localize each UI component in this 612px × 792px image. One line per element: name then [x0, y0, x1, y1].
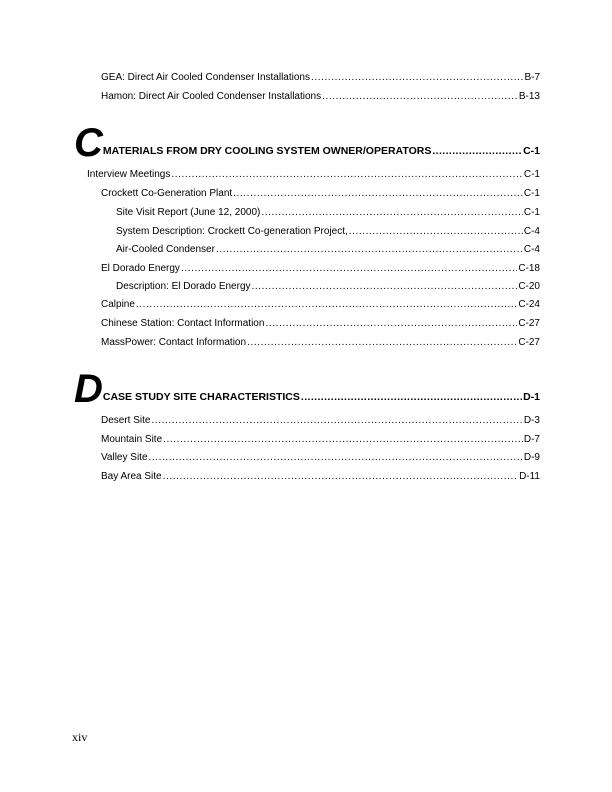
dot-leader: [261, 206, 523, 220]
toc-entry[interactable]: [101, 90, 540, 104]
toc-entry-title: El Dorado Energy: [101, 263, 180, 274]
dot-leader: [252, 280, 518, 294]
dot-leader: [136, 298, 517, 312]
toc-entry-title: Description: El Dorado Energy: [116, 281, 251, 292]
appendix-page: C-1: [523, 145, 540, 157]
dot-leader: [247, 336, 517, 350]
dot-leader: [216, 243, 523, 257]
dot-leader: [265, 317, 517, 331]
dot-leader: [349, 225, 523, 239]
toc-entry-title: System Description: Crockett Co-generation Project,: [116, 226, 348, 237]
toc-entry[interactable]: [101, 187, 540, 201]
toc-entry-title: Mountain Site: [101, 434, 163, 445]
toc-entry-title: GEA: Direct Air Cooled Condenser Installations: [101, 72, 310, 83]
appendix-c-heading[interactable]: [74, 125, 540, 161]
toc-entry-title: Site Visit Report (June 12, 2000): [116, 207, 261, 218]
toc-entry-page: C-1: [523, 207, 540, 218]
appendix-d-heading[interactable]: [74, 371, 540, 407]
toc-entry-page: C-4: [523, 226, 540, 237]
toc-entry[interactable]: [101, 451, 540, 465]
toc-entry-page: C-18: [518, 263, 540, 274]
toc-entry-page: D-9: [523, 452, 540, 463]
toc-entry-page: C-27: [518, 318, 540, 329]
toc-entry[interactable]: [101, 71, 540, 85]
toc-entry[interactable]: [101, 298, 540, 312]
toc-entry-title: Chinese Station: Contact Information: [101, 318, 265, 329]
appendix-letter: C: [74, 125, 102, 161]
dot-leader: [432, 144, 522, 161]
toc-entry[interactable]: [101, 470, 540, 484]
toc-entry-title: Bay Area Site: [101, 471, 162, 482]
toc-entry-page: D-11: [519, 471, 540, 482]
toc-entry[interactable]: [87, 168, 540, 182]
toc-entry[interactable]: [116, 243, 540, 257]
toc-entry[interactable]: [101, 336, 540, 350]
appendix-title: CASE STUDY SITE CHARACTERISTICS: [102, 391, 300, 403]
toc-entry-page: C-4: [523, 244, 540, 255]
toc-entry-page: C-1: [523, 169, 540, 180]
dot-leader: [322, 90, 518, 104]
toc-entry-page: C-1: [523, 188, 540, 199]
toc-entry-title: Air-Cooled Condenser: [116, 244, 215, 255]
toc-entry[interactable]: [116, 206, 540, 220]
toc-entry[interactable]: [116, 280, 540, 294]
toc-entry-page: C-20: [518, 281, 540, 292]
toc-entry[interactable]: [101, 414, 540, 428]
dot-leader: [301, 390, 522, 407]
toc-entry[interactable]: [101, 317, 540, 331]
dot-leader: [311, 71, 523, 85]
toc-entry-page: B-13: [518, 91, 540, 102]
toc-entry-page: D-3: [523, 415, 540, 426]
dot-leader: [163, 433, 523, 447]
toc-entry-title: Crockett Co-Generation Plant: [101, 188, 233, 199]
toc-entry-title: Calpine: [101, 299, 135, 310]
dot-leader: [233, 187, 523, 201]
toc-entry[interactable]: [101, 433, 540, 447]
appendix-page: D-1: [523, 391, 540, 403]
toc-entry-page: C-27: [518, 337, 540, 348]
dot-leader: [151, 414, 522, 428]
dot-leader: [149, 451, 523, 465]
dot-leader: [163, 470, 518, 484]
toc-entry-title: MassPower: Contact Information: [101, 337, 247, 348]
toc-entry-page: D-7: [523, 434, 540, 445]
toc-entry-title: Desert Site: [101, 415, 151, 426]
page-number: xiv: [72, 730, 88, 744]
appendix-title: MATERIALS FROM DRY COOLING SYSTEM OWNER/OPERATORS: [102, 145, 432, 157]
toc-entry-page: B-7: [524, 72, 540, 83]
toc-entry[interactable]: [101, 262, 540, 276]
toc-entry-title: Valley Site: [101, 452, 148, 463]
appendix-letter: D: [74, 371, 102, 407]
toc-entry-title: Interview Meetings: [87, 169, 171, 180]
dot-leader: [181, 262, 517, 276]
dot-leader: [171, 168, 523, 182]
toc-entry-title: Hamon: Direct Air Cooled Condenser Installations: [101, 91, 322, 102]
toc-entry-page: C-24: [518, 299, 540, 310]
toc-entry[interactable]: [116, 225, 540, 239]
